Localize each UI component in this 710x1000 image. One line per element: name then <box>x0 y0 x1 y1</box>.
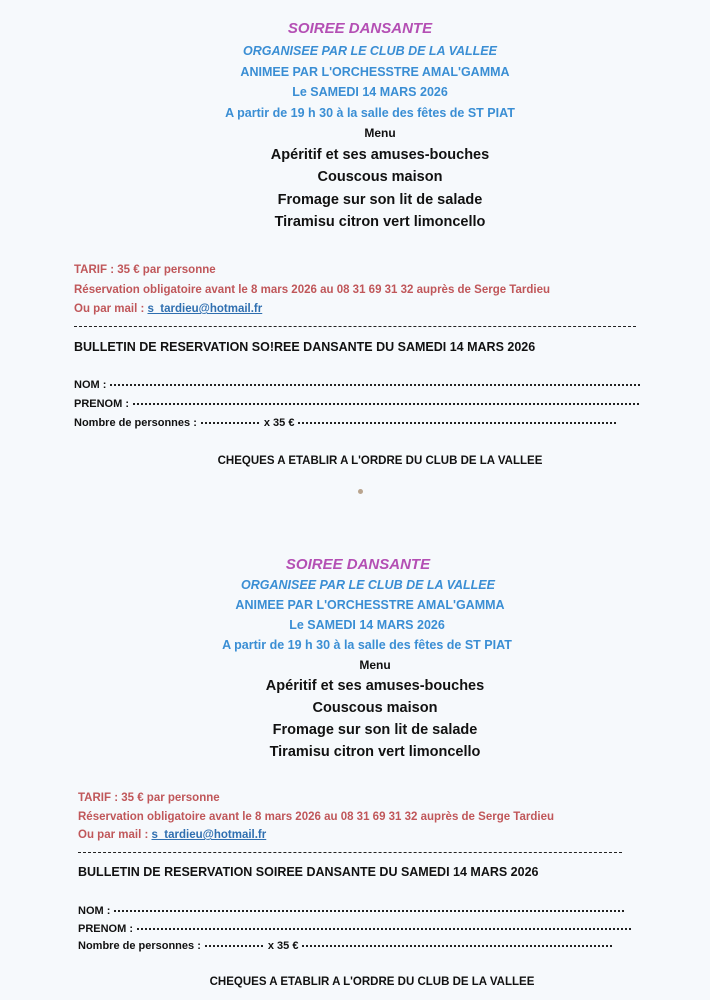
persons-multiplier: x 35 € <box>267 940 299 952</box>
band-line: ANIMEE PAR L'ORCHESSTRE AMAL'GAMMA <box>235 598 505 612</box>
bulletin-title: BULLETIN DE RESERVATION SO!REE DANSANTE DU SAMEDI 14 MARS 2026 <box>74 340 536 354</box>
total-dotted-line[interactable] <box>298 422 616 424</box>
nom-field[interactable] <box>78 905 624 917</box>
persons-multiplier: x 35 € <box>263 417 295 429</box>
flyer-bottom <box>0 510 710 1000</box>
prenom-field[interactable] <box>74 398 639 410</box>
reservation-line: Réservation obligatoire avant le 8 mars 2026 au 08 31 69 31 32 auprès de Serge Tardieu <box>78 811 554 823</box>
menu-heading: Menu <box>359 658 391 672</box>
email-link[interactable]: s_tardieu@hotmail.fr <box>147 303 263 315</box>
date-line: Le SAMEDI 14 MARS 2026 <box>289 618 445 632</box>
prenom-label: PRENOM : <box>74 398 129 410</box>
organiser-line: ORGANISEE PAR LE CLUB DE LA VALLEE <box>243 44 497 58</box>
venue-line: A partir de 19 h 30 à la salle des fêtes de ST PIAT <box>222 638 512 652</box>
nom-dotted-line[interactable] <box>110 384 640 386</box>
nom-field[interactable] <box>74 379 640 391</box>
prenom-label: PRENOM : <box>78 923 133 935</box>
menu-heading: Menu <box>364 126 396 140</box>
menu-item: Couscous maison <box>317 169 443 185</box>
total-dotted-line[interactable] <box>302 945 612 947</box>
scan-speck <box>358 489 363 494</box>
venue-line: A partir de 19 h 30 à la salle des fêtes de ST PIAT <box>225 106 515 120</box>
organiser-line: ORGANISEE PAR LE CLUB DE LA VALLEE <box>241 578 495 592</box>
email-link[interactable]: s_tardieu@hotmail.fr <box>151 829 267 841</box>
menu-item: Couscous maison <box>312 700 438 716</box>
tariff-line: TARIF : 35 € par personne <box>78 792 220 804</box>
mail-line <box>74 303 262 315</box>
cut-line <box>74 326 636 327</box>
persons-count-dotted-line[interactable] <box>201 422 259 424</box>
mail-line <box>78 829 266 841</box>
prenom-dotted-line[interactable] <box>133 403 639 405</box>
cut-line <box>78 852 622 853</box>
mail-prefix: Ou par mail : <box>78 829 152 841</box>
flyer-title: SOIREE DANSANTE <box>285 556 431 573</box>
prenom-dotted-line[interactable] <box>137 928 631 930</box>
persons-label: Nombre de personnes : <box>78 940 201 952</box>
menu-item: Tiramisu citron vert limoncello <box>269 744 481 760</box>
cheques-line: CHEQUES A ETABLIR A L'ORDRE DU CLUB DE LA VALLEE <box>209 976 535 988</box>
nom-dotted-line[interactable] <box>114 910 624 912</box>
tariff-line: TARIF : 35 € par personne <box>74 264 216 276</box>
bulletin-title: BULLETIN DE RESERVATION SOIREE DANSANTE DU SAMEDI 14 MARS 2026 <box>78 865 539 879</box>
date-line: Le SAMEDI 14 MARS 2026 <box>292 85 448 99</box>
menu-item: Apéritif et ses amuses-bouches <box>265 678 485 694</box>
cheques-line: CHEQUES A ETABLIR A L'ORDRE DU CLUB DE LA VALLEE <box>217 455 543 467</box>
persons-field[interactable] <box>78 940 612 952</box>
nom-label: NOM : <box>78 905 111 917</box>
menu-item: Tiramisu citron vert limoncello <box>274 214 486 230</box>
menu-item: Apéritif et ses amuses-bouches <box>270 147 490 163</box>
mail-prefix: Ou par mail : <box>74 303 148 315</box>
persons-label: Nombre de personnes : <box>74 417 197 429</box>
menu-item: Fromage sur son lit de salade <box>272 722 478 738</box>
nom-label: NOM : <box>74 379 107 391</box>
persons-field[interactable] <box>74 417 616 429</box>
reservation-line: Réservation obligatoire avant le 8 mars 2026 au 08 31 69 31 32 auprès de Serge Tardieu <box>74 284 550 296</box>
band-line: ANIMEE PAR L'ORCHESSTRE AMAL'GAMMA <box>240 65 510 79</box>
flyer-title: SOIREE DANSANTE <box>287 20 433 37</box>
persons-count-dotted-line[interactable] <box>205 945 263 947</box>
menu-item: Fromage sur son lit de salade <box>277 192 483 208</box>
prenom-field[interactable] <box>78 923 631 935</box>
